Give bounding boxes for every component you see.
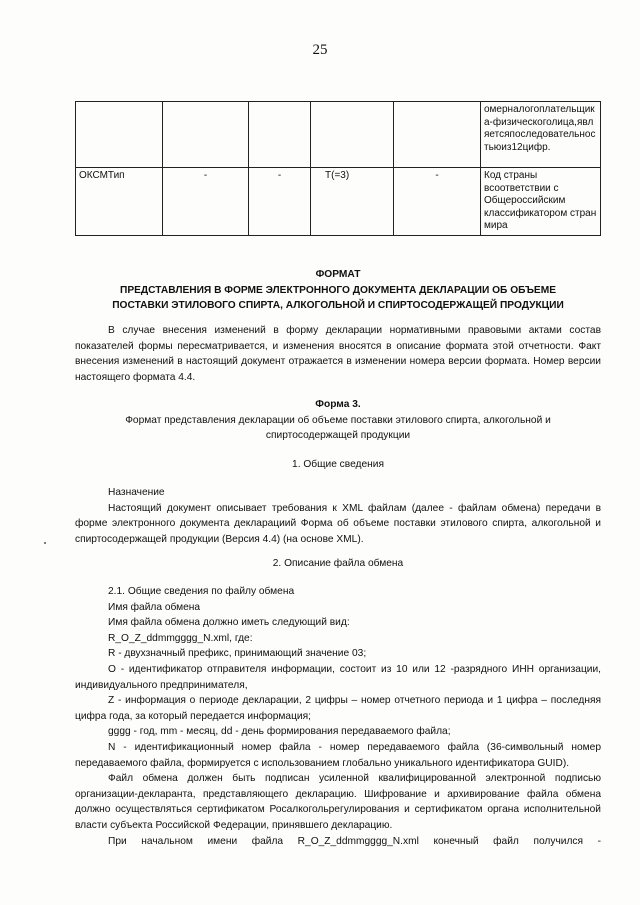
filename-label: Имя файла обмена — [108, 601, 201, 613]
table-cell — [249, 102, 311, 168]
page-number: 25 — [312, 42, 328, 58]
format-table — [75, 101, 601, 236]
format-heading: ПРЕДСТАВЛЕНИЯ В ФОРМЕ ЭЛЕКТРОННОГО ДОКУМЕНТА ДЕКЛАРАЦИИ ОБ ОБЪЕМЕ ПОСТАВКИ ЭТИЛОВОГО СПИРТА, АЛКОГОЛЬНОЙ И СПИРТОСОДЕРЖАЩЕЙ ПРОДУКЦИИ — [112, 284, 564, 312]
intro-paragraph: В случае внесения изменений в форму декларации нормативными правовыми актами состав показателей формы пересматривается, и изменения вносятся в описание формата этой отчетности. Факт внесения изменений в настоящий документ отражается в изменении номера версии формата. Номер версии настоящего формата 4.4. — [75, 325, 601, 383]
filename-pattern: R_O_Z_ddmmgggg_N.xml, где: — [108, 632, 253, 644]
purpose-label: Назначение — [108, 487, 165, 498]
section2 — [75, 556, 601, 572]
table-cell: - — [394, 168, 481, 236]
section1-title: 1. Общие сведения — [292, 459, 384, 470]
table-cell — [311, 102, 394, 168]
intro-block — [75, 323, 601, 385]
section2-title: 2. Описание файла обмена — [272, 558, 404, 569]
form-description: Формат представления декларации об объеме поставки этилового спирта, алкогольной и спиртосодержащей продукции — [125, 414, 551, 442]
filename-intro: Имя файла обмена должно иметь следующий вид: — [108, 617, 350, 629]
item-date: gggg - год, mm - месяц, dd - день формирования передаваемого файла; — [108, 726, 451, 738]
s21-title: 2.1. Общие сведения по файлу обмена — [108, 586, 295, 597]
format-title: ФОРМАТ — [315, 269, 361, 280]
format-title-block — [75, 267, 601, 314]
table-cell: омерналогоплательщика-физическоголица,являетсяпоследовательностьюиз12цифр. — [481, 102, 601, 168]
signature-paragraph: Файл обмена должен быть подписан усиленной квалифицированной электронной подписью организации-декларанта, представляющего декларацию. Шифрование и архивирование файла обмена должно осуществляться сертификатом Росалкогольрегулирования и сертификатом органа исполнительной власти субъекта Российской Федерации, принявшего декларацию. — [75, 773, 601, 831]
table-cell: - — [249, 168, 311, 236]
section1 — [75, 457, 601, 473]
purpose-block — [75, 485, 601, 547]
item-o: О - идентификатор отправителя информации, состоит из 10 или 12 -разрядного ИНН организации, индивидуального предпринимателя, — [75, 663, 601, 691]
table-row — [76, 102, 601, 168]
table-cell: T(=3) — [311, 168, 394, 236]
item-n: N - идентификационный номер файла - номер передаваемого файла (36-символьный номер передаваемого файла, формируется с использованием глобально уникального идентификатора GUID). — [75, 741, 601, 769]
table-cell: Код страны всоответствии с Общероссийским классификатором стран мира — [481, 168, 601, 236]
table-cell: ОКСМТип — [76, 168, 163, 236]
table-cell — [163, 102, 249, 168]
item-z: Z - информация о периоде декларации, 2 цифры – номер отчетного периода и 1 цифра – последняя цифра года, за который передается информация; — [75, 695, 601, 722]
form-block — [75, 397, 601, 444]
purpose-text: Настоящий документ описывает требования к XML файлам (далее - файлам обмена) передачи в форме электронного документа декларациий Форма об объеме поставки этилового спирта, алкогольной и спиртосодержащей продукции (Версия 4.4) (на основе XML). — [75, 502, 601, 545]
table-row — [76, 168, 601, 236]
table-cell — [76, 102, 163, 168]
table-cell: - — [163, 168, 249, 236]
item-r: R - двухзначный префикс, принимающий значение 03; — [108, 648, 367, 660]
form-label: Форма 3. — [315, 399, 361, 410]
exchange-file-block — [75, 584, 601, 849]
last-line: При начальном имени файла R_O_Z_ddmmgggg_N.xml конечный файл получился - — [108, 835, 601, 847]
scan-speck — [44, 542, 46, 544]
table-cell — [394, 102, 481, 168]
